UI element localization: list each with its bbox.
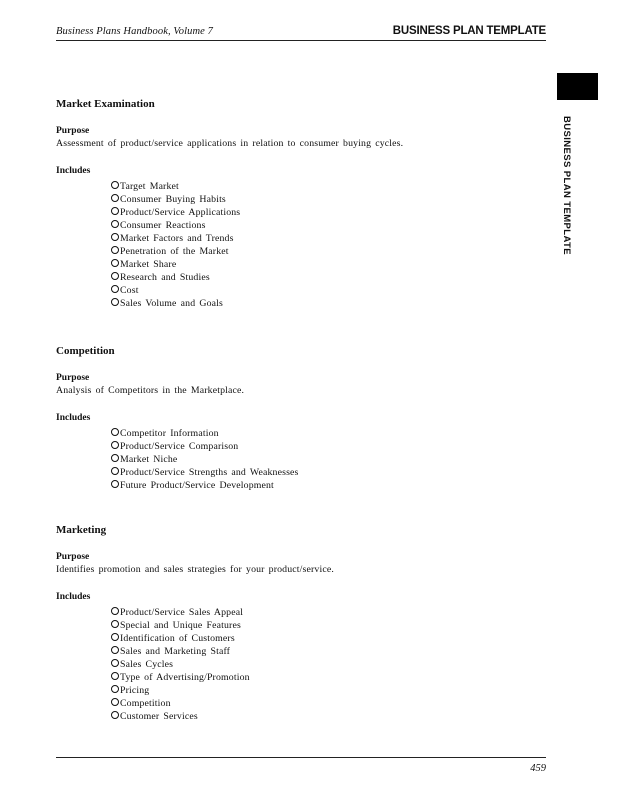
circle-bullet-icon xyxy=(111,698,119,706)
list-item-text: Market Share xyxy=(120,259,177,270)
circle-bullet-icon xyxy=(111,194,119,202)
list-item-text: Identification of Customers xyxy=(120,633,235,644)
list-item xyxy=(111,206,526,219)
book-title: Business Plans Handbook, Volume 7 xyxy=(56,26,213,37)
list-item xyxy=(111,479,526,492)
circle-bullet-icon xyxy=(111,246,119,254)
list-item-text: Target Market xyxy=(120,181,179,192)
circle-bullet-icon xyxy=(111,207,119,215)
list-item xyxy=(111,453,526,466)
circle-bullet-icon xyxy=(111,620,119,628)
list-item-text: Pricing xyxy=(120,685,150,696)
circle-bullet-icon xyxy=(111,467,119,475)
section-heading: Marketing xyxy=(56,524,107,536)
includes-list xyxy=(56,606,526,723)
list-item xyxy=(111,271,526,284)
list-item xyxy=(111,645,526,658)
circle-bullet-icon xyxy=(111,259,119,267)
list-item xyxy=(111,284,526,297)
circle-bullet-icon xyxy=(111,285,119,293)
list-item-text: Competitor Information xyxy=(120,428,219,439)
list-item xyxy=(111,180,526,193)
includes-list xyxy=(56,180,526,310)
circle-bullet-icon xyxy=(111,181,119,189)
list-item-text: Product/Service Comparison xyxy=(120,441,239,452)
list-item xyxy=(111,219,526,232)
section-market-examination xyxy=(56,98,526,310)
footer-rule xyxy=(56,757,546,758)
list-item xyxy=(111,245,526,258)
list-item-text: Product/Service Strengths and Weaknesses xyxy=(120,467,299,478)
list-item-text: Product/Service Sales Appeal xyxy=(120,607,244,618)
list-item xyxy=(111,619,526,632)
circle-bullet-icon xyxy=(111,659,119,667)
circle-bullet-icon xyxy=(111,711,119,719)
list-item-text: Sales Cycles xyxy=(120,659,174,670)
page-header xyxy=(56,25,546,41)
list-item-text: Future Product/Service Development xyxy=(120,480,274,491)
includes-label: Includes xyxy=(56,166,91,176)
list-item xyxy=(111,258,526,271)
list-item-text: Competition xyxy=(120,698,171,709)
section-title: BUSINESS PLAN TEMPLATE xyxy=(392,25,546,37)
includes-label: Includes xyxy=(56,413,91,423)
circle-bullet-icon xyxy=(111,220,119,228)
list-item-text: Type of Advertising/Promotion xyxy=(120,672,250,683)
list-item xyxy=(111,658,526,671)
purpose-text: Assessment of product/service applications in relation to consumer buying cycles. xyxy=(56,138,404,149)
circle-bullet-icon xyxy=(111,646,119,654)
list-item xyxy=(111,710,526,723)
list-item xyxy=(111,466,526,479)
includes-list xyxy=(56,427,526,492)
section-heading: Competition xyxy=(56,345,115,357)
circle-bullet-icon xyxy=(111,233,119,241)
list-item-text: Research and Studies xyxy=(120,272,210,283)
purpose-text: Identifies promotion and sales strategies for your product/service. xyxy=(56,564,334,575)
section-tab-marker xyxy=(557,73,598,100)
list-item xyxy=(111,684,526,697)
list-item xyxy=(111,606,526,619)
list-item xyxy=(111,632,526,645)
circle-bullet-icon xyxy=(111,272,119,280)
purpose-label: Purpose xyxy=(56,552,90,562)
side-tab-label: BUSINESS PLAN TEMPLATE xyxy=(561,116,572,255)
page-number: 459 xyxy=(530,763,546,774)
circle-bullet-icon xyxy=(111,633,119,641)
list-item-text: Market Niche xyxy=(120,454,178,465)
list-item xyxy=(111,193,526,206)
list-item-text: Sales Volume and Goals xyxy=(120,298,223,309)
purpose-label: Purpose xyxy=(56,373,90,383)
circle-bullet-icon xyxy=(111,428,119,436)
list-item xyxy=(111,671,526,684)
purpose-text: Analysis of Competitors in the Marketplace. xyxy=(56,385,245,396)
list-item xyxy=(111,297,526,310)
circle-bullet-icon xyxy=(111,480,119,488)
circle-bullet-icon xyxy=(111,454,119,462)
list-item-text: Market Factors and Trends xyxy=(120,233,234,244)
list-item-text: Special and Unique Features xyxy=(120,620,241,631)
list-item xyxy=(111,232,526,245)
section-heading: Market Examination xyxy=(56,98,155,110)
includes-label: Includes xyxy=(56,592,91,602)
list-item-text: Product/Service Applications xyxy=(120,207,241,218)
list-item-text: Cost xyxy=(120,285,139,296)
circle-bullet-icon xyxy=(111,441,119,449)
list-item-text: Penetration of the Market xyxy=(120,246,229,257)
list-item-text: Customer Services xyxy=(120,711,198,722)
header-rule xyxy=(56,40,546,41)
purpose-label: Purpose xyxy=(56,126,90,136)
list-item-text: Consumer Buying Habits xyxy=(120,194,226,205)
list-item xyxy=(111,697,526,710)
list-item xyxy=(111,440,526,453)
section-marketing xyxy=(56,524,526,723)
list-item-text: Sales and Marketing Staff xyxy=(120,646,231,657)
circle-bullet-icon xyxy=(111,672,119,680)
list-item-text: Consumer Reactions xyxy=(120,220,206,231)
section-competition xyxy=(56,345,526,492)
list-item xyxy=(111,427,526,440)
circle-bullet-icon xyxy=(111,298,119,306)
circle-bullet-icon xyxy=(111,607,119,615)
circle-bullet-icon xyxy=(111,685,119,693)
